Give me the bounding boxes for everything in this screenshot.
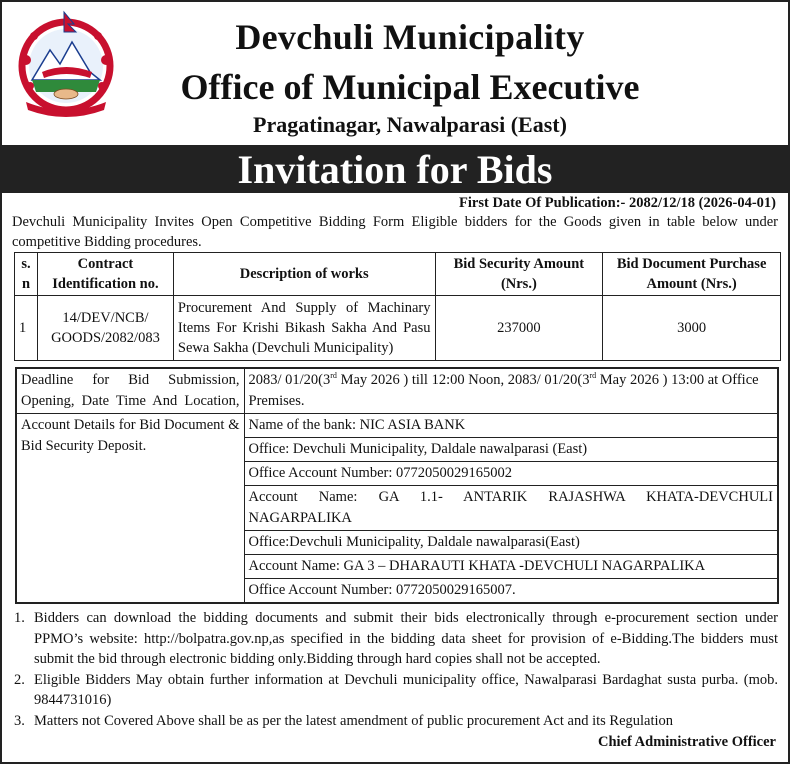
- municipality-name: Devchuli Municipality: [235, 17, 585, 57]
- deadline-value: [244, 368, 778, 414]
- account-label: Account Details for Bid Document & Bid Security Deposit.: [16, 414, 244, 604]
- office-address: Pragatinagar, Nawalparasi (East): [253, 112, 567, 137]
- notice-header: [2, 2, 788, 145]
- deadline-sup-a: rd: [330, 371, 337, 381]
- office-2: Office:Devchuli Municipality, Daldale nawalparasi(East): [245, 531, 778, 555]
- list-item: [14, 670, 778, 711]
- cell-contract: 14/DEV/NCB/ GOODS/2082/083: [37, 296, 173, 361]
- table-row: [15, 296, 781, 361]
- account-name-2: Account Name: GA 3 – DHARAUTI KHATA -DEVCHULI NAGARPALIKA: [245, 555, 778, 579]
- intro-paragraph: Devchuli Municipality Invites Open Competitive Bidding Form Eligible bidders for the Goods given in table below under competitive Bidding procedures.: [12, 214, 778, 250]
- header-description: Description of works: [173, 253, 435, 296]
- note-text: Bidders can download the bidding documents and submit their bids electronically through e-procurement section under PPMO’s website: http://bolpatra.gov.np,as specified in the bidding data sheet for provision of e-Bidding.The bidders must submit the bid through electronic bidding only.Bidding through hard copies shall not be accepted.: [34, 610, 778, 667]
- cell-sn: 1: [15, 296, 38, 361]
- header-sn: s. n: [15, 253, 38, 296]
- account-number-2: Office Account Number: 0772050029165007.: [248, 582, 516, 598]
- note-number: 2.: [14, 671, 25, 688]
- notice-banner-title: Invitation for Bids: [2, 145, 788, 193]
- note-text: Eligible Bidders May obtain further information at Devchuli municipality office, Nawalparasi Bardaghat susta purba. (mob. 9844731016): [34, 671, 778, 708]
- cell-description: Procurement And Supply of Machinary Items For Krishi Bikash Sakha And Pasu Sewa Sakha (Devchuli Municipality): [173, 296, 435, 361]
- header-contract: Contract Identification no.: [37, 253, 173, 296]
- signature: Chief Administrative Officer: [598, 734, 776, 750]
- notes-list: [2, 604, 788, 731]
- account-row: [16, 414, 778, 604]
- deadline-row: [16, 368, 778, 414]
- note-number: 1.: [14, 610, 25, 626]
- details-table: [15, 367, 779, 604]
- deadline-part-b: May 2026 ) till 12:00 Noon, 2083/ 01/20(3: [336, 372, 590, 388]
- office-1: Office: Devchuli Municipality, Daldale nawalparasi (East): [245, 438, 778, 462]
- deadline-sup-b: rd: [589, 371, 597, 381]
- cell-document: 3000: [603, 296, 781, 361]
- list-item: [14, 711, 778, 732]
- cell-security: 237000: [435, 296, 603, 361]
- account-name-1: Account Name: GA 1.1- ANTARIK RAJASHWA KHATA-DEVCHULI NAGARPALIKA: [245, 486, 778, 531]
- header-document: Bid Document Purchase Amount (Nrs.): [603, 253, 781, 296]
- bid-table: [14, 252, 781, 361]
- list-item: [14, 608, 778, 670]
- deadline-part-a: 2083/ 01/20(3: [248, 372, 331, 388]
- deadline-label: Deadline for Bid Submission, Opening, Date Time And Location,: [16, 368, 244, 414]
- account-number-1: Office Account Number: 0772050029165002: [245, 462, 778, 486]
- deadline-part-c: May 2026 ) 13:00 at Office Premises.: [248, 372, 759, 409]
- publication-date: First Date Of Publication:- 2082/12/18 (2026-04-01): [459, 195, 776, 211]
- note-number: 3.: [14, 712, 25, 729]
- bank-name: Name of the bank: NIC ASIA BANK: [245, 414, 778, 438]
- account-value: [244, 414, 778, 604]
- office-name: Office of Municipal Executive: [180, 67, 640, 107]
- note-text: Matters not Covered Above shall be as per the latest amendment of public procurement Act and its Regulation: [34, 712, 674, 729]
- header-security: Bid Security Amount (Nrs.): [435, 253, 603, 296]
- bid-table-header-row: [15, 253, 781, 296]
